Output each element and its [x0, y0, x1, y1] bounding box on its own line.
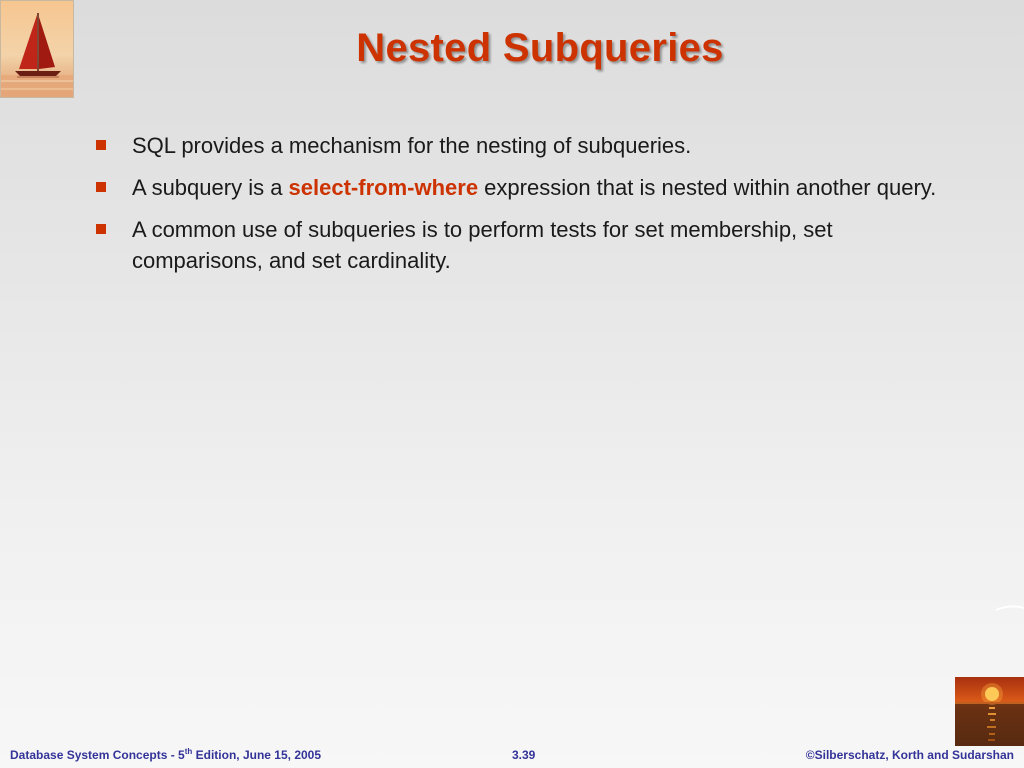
bullet-item [96, 172, 956, 203]
sailboat-logo [0, 0, 74, 98]
bullet-text: A common use of subqueries is to perform tests for set membership, set comparisons, and set cardinality. [132, 217, 833, 273]
slide-footer [0, 746, 1024, 768]
footer-book-suffix: Edition, June 15, 2005 [192, 748, 322, 762]
bullet-text-after: expression that is nested within another query. [478, 175, 937, 200]
page-number: 3.39 [512, 748, 536, 762]
square-bullet-icon [96, 140, 106, 150]
footer-copyright: ©Silberschatz, Korth and Sudarshan [805, 748, 1014, 762]
bullet-item [96, 130, 956, 161]
bullet-text-before: A subquery is a [132, 175, 289, 200]
wave-decoration [996, 604, 1024, 612]
sunset-image [955, 677, 1024, 746]
footer-book-title [10, 748, 321, 762]
sailboat-icon [1, 1, 74, 98]
sunset-icon [955, 677, 1024, 746]
square-bullet-icon [96, 224, 106, 234]
bullet-list [96, 130, 956, 287]
footer-book-prefix: Database System Concepts - 5 [10, 748, 185, 762]
bullet-item [96, 214, 956, 276]
bullet-text: SQL provides a mechanism for the nesting of subqueries. [132, 133, 692, 158]
footer-superscript: th [184, 747, 193, 756]
slide-title: Nested Subqueries [356, 26, 724, 70]
bullet-keyword: select-from-where [288, 175, 479, 200]
square-bullet-icon [96, 182, 106, 192]
